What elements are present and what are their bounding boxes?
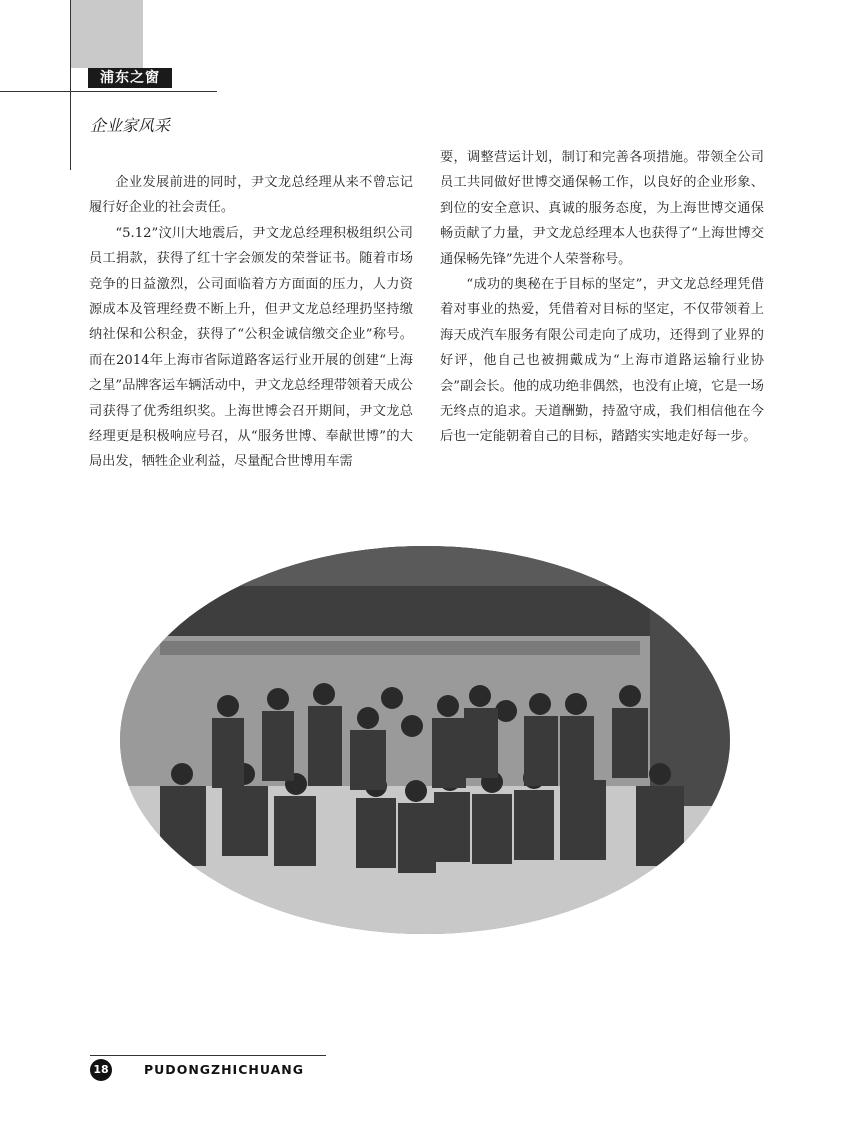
page-number: 18 [90, 1059, 112, 1081]
article-paragraph: 要，调整营运计划，制订和完善各项措施。带领全公司员工共同做好世博交通保畅工作，以良好的企业形象、到位的安全意识、真诚的服务态度，为上海世博交通保畅贡献了力量，尹文龙总经理本人也获得了“上海世博交通保畅先锋”先进个人荣誉称号。 [440, 150, 764, 267]
magazine-logo: 浦东之窗 [88, 68, 172, 88]
article-paragraph: “5.12”汶川大地震后，尹文龙总经理积极组织公司员工捐款，获得了红十字会颁发的荣誉证书。随着市场竞争的日益激烈，公司面临着方方面面的压力，人力资源成本及管理经费不断上升，但尹文龙总经理扔坚持缴纳社保和公积金，获得了“公积金诚信缴交企业”称号。而在2014年上海市省际道路客运行业开展的创建“上海之星”品牌客运车辆活动中，尹文龙总经理带领着天成公司获得了优秀组织奖。上海世博会召开期间，尹文龙总经理更是积极响应号召，从“服务世博、奉献世博”的大局出发，牺牲企业利益，尽量配合世博用车需 [89, 225, 413, 470]
header-gray-block [71, 0, 143, 68]
group-photo [120, 546, 730, 934]
article-left-column [89, 170, 413, 475]
header-horizontal-rule [0, 91, 217, 92]
header-vertical-rule [70, 0, 71, 170]
article-paragraph: “成功的奥秘在于目标的坚定”，尹文龙总经理凭借着对事业的热爱，凭借着对目标的坚定，不仅带领着上海天成汽车服务有限公司走向了成功，还得到了业界的好评，他自己也被拥戴成为“上海市道路运输行业协会”副会长。他的成功绝非偶然，也没有止境，它是一场无终点的追求。天道酬勤，持盈守成，我们相信他在今后也一定能朝着自己的目标，踏踏实实地走好每一步。 [440, 277, 764, 445]
footer-rule [90, 1055, 326, 1056]
article-right-column [440, 145, 764, 450]
section-title: 企业家风采 [90, 116, 171, 135]
group-photo-image [120, 546, 730, 934]
footer-brand: PUDONGZHICHUANG [144, 1062, 305, 1077]
article-paragraph: 企业发展前进的同时，尹文龙总经理从来不曾忘记履行好企业的社会责任。 [89, 175, 413, 216]
